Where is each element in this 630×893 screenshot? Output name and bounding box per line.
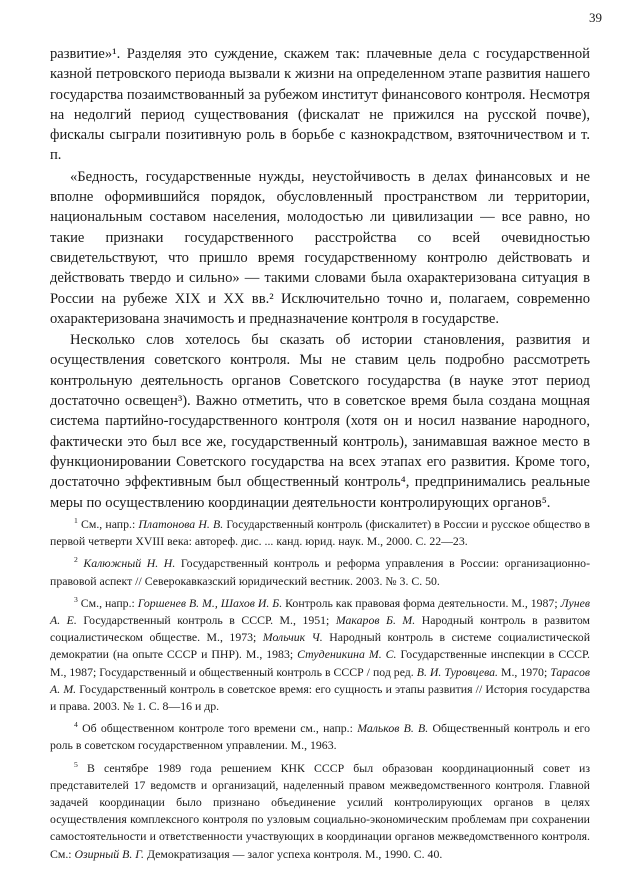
author-name: Калюжный Н. Н. (83, 556, 176, 571)
author-name: Озирный В. Г. (74, 846, 145, 861)
footnotes (50, 516, 590, 868)
author-name: Макаров Б. М. (335, 613, 416, 628)
author-name: Горшенев В. М., Шахов И. Б. (137, 595, 283, 610)
footnote-5: $^5$ В сентябре 1989 года решением КНК СССР был образован координационный совет из представителей 17 ведомств и организаций, наделенный правом межведомственного контроля. Главной задачей координации было признано объединение усилий контролирующих органов в целях осуществления комплексного контроля по узловым социально-экономическим проблемам при сохранении самостоятельности и ответственности участвующих в координации органов межведомственного контроля. См.: Озирный В. Г. Демократизация — залог успеха контроля. М., 1990. С. 40. (50, 759, 591, 861)
paragraph-1: развитие»¹. Разделяя это суждение, скажем так: плачевные дела с государственной казной петровского периода вызвали к жизни на определенном этапе развития нашего государства позаимствованный за рубежом институт финансового контроля. Несмотря на недолгий период существования (фискалат не прижился на русской почве), фискалы сыграли позитивную роль в борьбе с казнокрадством, взяточничеством и т. п. (50, 46, 590, 164)
footnote-marker: 5 (74, 759, 78, 769)
footnote-4: $^4$ Об общественном контроле того времени см., напр.: Мальков В. В. Общественный контроль и его роль в советском государственном управлении. М., 1963. (50, 720, 590, 753)
footnote-marker: 4 (74, 720, 78, 730)
footnote-marker: 3 (74, 594, 78, 604)
footnote-marker: 2 (74, 555, 78, 565)
footnote-3: $^3$ См., напр.: Горшенев В. М., Шахов И. Б. Контроль как правовая форма деятельности. М., 1987; Лунев А. Е. Государственный контроль в СССР. М., 1951; Макаров Б. М. Народный контроль в развитом социалистическом обществе. М., 1973; Мольчик Ч. Народный контроль в системе социалистической демократии (на опыте СССР и ПНР). М., 1983; Студеникина М. С. Государственные инспекции в СССР. М., 1987; Государственный и общественный контроль в СССР / под ред. В. И. Туровцева. М., 1970; Тарасов А. М. Государственный контроль в советское время: его сущность и этапы развития // История государства и права. 2003. № 1. С. 8—16 и др. (50, 594, 591, 714)
author-name: Тарасов А. М. (50, 664, 591, 696)
author-name: Мальков В. В. (357, 721, 429, 736)
footnote-marker: 1 (74, 516, 78, 526)
editor-name: В. И. Туровцева. (416, 664, 498, 679)
page-number: 39 (589, 10, 602, 25)
footnote-1: $^1$ См., напр.: Платонова Н. В. Государственный контроль (фискалитет) в России и русское общество в первой четверти XVIII века: автореф. дис. ... канд. юрид. наук. М., 2000. С. 22—23. (50, 516, 590, 549)
author-name: Платонова Н. В. (138, 517, 224, 531)
main-text (50, 44, 590, 513)
paragraph-2: «Бедность, государственные нужды, неустойчивость в делах финансовых и не вполне оформившийся порядок, обусловленный пространством ли территории, национальным составом населения, молодостью ли цивилизации — все равно, но такие признаки государственного расстройства со всей очевидностью свидетельствуют, что пришло время государственному контролю действовать и действовать твердо и сильно» — такими словами была охарактеризована ситуация в России на рубеже XIX и XX вв.² Исключительно точно и, полагаем, современно охарактеризована значимость и предназначение контроля в государстве. (50, 168, 590, 327)
author-name: Студеникина М. С. (297, 647, 397, 662)
author-name: Лунев А. Е. (50, 595, 590, 628)
paragraph-3: Несколько слов хотелось бы сказать об истории становления, развития и осуществления советского контроля. Мы не ставим цель подробно рассмотреть контрольную деятельность органов Советского государства (в науке этот период достаточно освещен³). Важно отметить, что в советское время была создана мощная система партийно-государственного контроля (хотя он и носил название народного, фактически это был все же, государственный контроль), занимавшая важное место в функционировании Советского государства на всех этапах его развития. Кроме того, достаточно эффективным был общественный контроль⁴, предпринимались реальные меры по осуществлению координации деятельности контролирующих органов⁵. (50, 332, 590, 511)
footnote-2: $^2$ Калюжный Н. Н. Государственный контроль и реформа управления в России: организационно-правовой аспект // Северокавказский юридический вестник. 2003. № 3. С. 50. (50, 555, 591, 588)
author-name: Мольчик Ч. (262, 630, 323, 645)
